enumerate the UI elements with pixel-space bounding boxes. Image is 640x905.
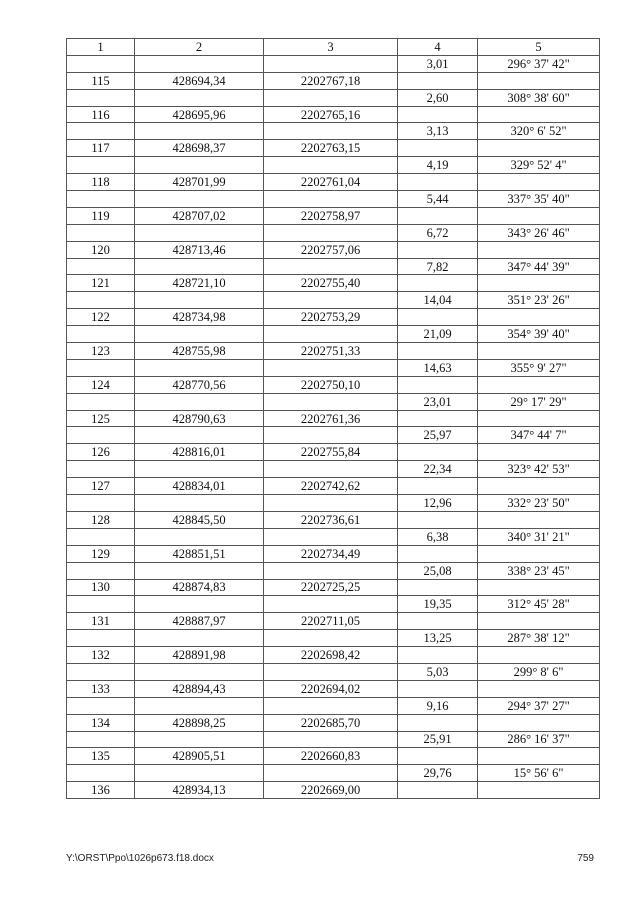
distance-cell: 14,63 — [398, 359, 478, 376]
point-number-cell: 127 — [67, 478, 135, 495]
angle-cell — [478, 140, 600, 157]
y-coordinate-cell: 2202660,83 — [264, 748, 398, 765]
point-number-cell: 132 — [67, 647, 135, 664]
angle-cell: 354° 39' 40" — [478, 326, 600, 343]
distance-cell — [398, 511, 478, 528]
x-coordinate-cell: 428770,56 — [135, 376, 264, 393]
y-coordinate-cell — [264, 697, 398, 714]
x-coordinate-cell: 428695,96 — [135, 106, 264, 123]
point-number-cell: 133 — [67, 680, 135, 697]
point-row — [67, 309, 600, 326]
point-number-cell: 131 — [67, 613, 135, 630]
y-coordinate-cell — [264, 224, 398, 241]
coordinates-table — [66, 38, 600, 799]
x-coordinate-cell: 428707,02 — [135, 207, 264, 224]
header-cell-1: 1 — [67, 39, 135, 56]
angle-cell: 355° 9' 27" — [478, 359, 600, 376]
y-coordinate-cell: 2202765,16 — [264, 106, 398, 123]
angle-cell — [478, 72, 600, 89]
y-coordinate-cell: 2202767,18 — [264, 72, 398, 89]
x-coordinate-cell: 428755,98 — [135, 343, 264, 360]
x-coordinate-cell — [135, 663, 264, 680]
x-coordinate-cell: 428891,98 — [135, 647, 264, 664]
distance-cell — [398, 748, 478, 765]
point-row — [67, 478, 600, 495]
distance-cell — [398, 376, 478, 393]
distance-cell — [398, 579, 478, 596]
point-row — [67, 748, 600, 765]
angle-cell: 29° 17' 29" — [478, 393, 600, 410]
point-number-cell — [67, 89, 135, 106]
x-coordinate-cell — [135, 528, 264, 545]
distance-cell — [398, 207, 478, 224]
angle-cell — [478, 782, 600, 799]
angle-cell — [478, 579, 600, 596]
segment-row — [67, 55, 600, 72]
segment-row — [67, 427, 600, 444]
point-row — [67, 174, 600, 191]
segment-row — [67, 123, 600, 140]
y-coordinate-cell — [264, 326, 398, 343]
distance-cell — [398, 72, 478, 89]
angle-cell — [478, 343, 600, 360]
x-coordinate-cell: 428874,83 — [135, 579, 264, 596]
point-row — [67, 714, 600, 731]
distance-cell: 25,91 — [398, 731, 478, 748]
angle-cell: 320° 6' 52" — [478, 123, 600, 140]
point-number-cell — [67, 191, 135, 208]
point-row — [67, 140, 600, 157]
x-coordinate-cell — [135, 326, 264, 343]
x-coordinate-cell — [135, 258, 264, 275]
y-coordinate-cell: 2202755,40 — [264, 275, 398, 292]
y-coordinate-cell — [264, 258, 398, 275]
angle-cell: 323° 42' 53" — [478, 461, 600, 478]
segment-row — [67, 731, 600, 748]
y-coordinate-cell — [264, 731, 398, 748]
point-number-cell — [67, 359, 135, 376]
distance-cell: 5,44 — [398, 191, 478, 208]
segment-row — [67, 697, 600, 714]
distance-cell — [398, 680, 478, 697]
x-coordinate-cell — [135, 224, 264, 241]
point-number-cell: 130 — [67, 579, 135, 596]
x-coordinate-cell: 428816,01 — [135, 444, 264, 461]
distance-cell — [398, 545, 478, 562]
angle-cell — [478, 275, 600, 292]
x-coordinate-cell — [135, 461, 264, 478]
point-number-cell: 122 — [67, 309, 135, 326]
distance-cell: 22,34 — [398, 461, 478, 478]
point-number-cell: 128 — [67, 511, 135, 528]
angle-cell: 308° 38' 60" — [478, 89, 600, 106]
y-coordinate-cell — [264, 191, 398, 208]
point-number-cell — [67, 55, 135, 72]
point-number-cell — [67, 461, 135, 478]
point-number-cell — [67, 663, 135, 680]
y-coordinate-cell: 2202694,02 — [264, 680, 398, 697]
distance-cell: 21,09 — [398, 326, 478, 343]
y-coordinate-cell — [264, 123, 398, 140]
angle-cell: 351° 23' 26" — [478, 292, 600, 309]
angle-cell — [478, 376, 600, 393]
distance-cell: 7,82 — [398, 258, 478, 275]
angle-cell — [478, 714, 600, 731]
point-row — [67, 207, 600, 224]
footer-page-number: 759 — [577, 853, 594, 864]
angle-cell — [478, 444, 600, 461]
distance-cell: 9,16 — [398, 697, 478, 714]
x-coordinate-cell — [135, 427, 264, 444]
x-coordinate-cell: 428834,01 — [135, 478, 264, 495]
distance-cell — [398, 106, 478, 123]
point-row — [67, 410, 600, 427]
point-number-cell — [67, 731, 135, 748]
distance-cell: 23,01 — [398, 393, 478, 410]
distance-cell: 2,60 — [398, 89, 478, 106]
segment-row — [67, 258, 600, 275]
point-number-cell: 125 — [67, 410, 135, 427]
segment-row — [67, 292, 600, 309]
distance-cell: 3,13 — [398, 123, 478, 140]
x-coordinate-cell: 428898,25 — [135, 714, 264, 731]
point-row — [67, 275, 600, 292]
angle-cell: 15° 56' 6" — [478, 765, 600, 782]
x-coordinate-cell: 428721,10 — [135, 275, 264, 292]
segment-row — [67, 765, 600, 782]
point-number-cell — [67, 292, 135, 309]
point-number-cell — [67, 630, 135, 647]
y-coordinate-cell — [264, 765, 398, 782]
point-row — [67, 72, 600, 89]
y-coordinate-cell — [264, 528, 398, 545]
distance-cell — [398, 140, 478, 157]
y-coordinate-cell: 2202755,84 — [264, 444, 398, 461]
x-coordinate-cell — [135, 765, 264, 782]
point-number-cell: 117 — [67, 140, 135, 157]
y-coordinate-cell — [264, 393, 398, 410]
distance-cell — [398, 444, 478, 461]
distance-cell — [398, 174, 478, 191]
distance-cell: 6,72 — [398, 224, 478, 241]
point-row — [67, 579, 600, 596]
header-row — [67, 39, 600, 56]
point-number-cell: 116 — [67, 106, 135, 123]
angle-cell: 337° 35' 40" — [478, 191, 600, 208]
distance-cell: 6,38 — [398, 528, 478, 545]
x-coordinate-cell: 428934,13 — [135, 782, 264, 799]
y-coordinate-cell: 2202725,25 — [264, 579, 398, 596]
distance-cell — [398, 613, 478, 630]
distance-cell — [398, 343, 478, 360]
x-coordinate-cell — [135, 157, 264, 174]
y-coordinate-cell: 2202758,97 — [264, 207, 398, 224]
y-coordinate-cell — [264, 562, 398, 579]
point-number-cell — [67, 224, 135, 241]
y-coordinate-cell — [264, 427, 398, 444]
distance-cell — [398, 782, 478, 799]
distance-cell: 25,08 — [398, 562, 478, 579]
y-coordinate-cell: 2202698,42 — [264, 647, 398, 664]
x-coordinate-cell — [135, 55, 264, 72]
y-coordinate-cell — [264, 89, 398, 106]
y-coordinate-cell — [264, 55, 398, 72]
y-coordinate-cell — [264, 630, 398, 647]
angle-cell — [478, 545, 600, 562]
angle-cell: 299° 8' 6" — [478, 663, 600, 680]
distance-cell: 19,35 — [398, 596, 478, 613]
point-row — [67, 343, 600, 360]
distance-cell: 5,03 — [398, 663, 478, 680]
point-row — [67, 782, 600, 799]
y-coordinate-cell: 2202669,00 — [264, 782, 398, 799]
distance-cell: 12,96 — [398, 495, 478, 512]
point-number-cell — [67, 393, 135, 410]
coordinates-table-body — [67, 39, 600, 799]
angle-cell: 343° 26' 46" — [478, 224, 600, 241]
segment-row — [67, 562, 600, 579]
point-number-cell — [67, 427, 135, 444]
point-number-cell: 124 — [67, 376, 135, 393]
angle-cell — [478, 680, 600, 697]
distance-cell — [398, 241, 478, 258]
point-number-cell: 129 — [67, 545, 135, 562]
x-coordinate-cell — [135, 292, 264, 309]
point-number-cell — [67, 258, 135, 275]
x-coordinate-cell: 428790,63 — [135, 410, 264, 427]
segment-row — [67, 224, 600, 241]
x-coordinate-cell — [135, 123, 264, 140]
segment-row — [67, 528, 600, 545]
angle-cell: 347° 44' 7" — [478, 427, 600, 444]
segment-row — [67, 157, 600, 174]
angle-cell: 347° 44' 39" — [478, 258, 600, 275]
x-coordinate-cell — [135, 191, 264, 208]
segment-row — [67, 663, 600, 680]
angle-cell: 329° 52' 4" — [478, 157, 600, 174]
angle-cell: 340° 31' 21" — [478, 528, 600, 545]
y-coordinate-cell: 2202753,29 — [264, 309, 398, 326]
angle-cell — [478, 241, 600, 258]
point-row — [67, 241, 600, 258]
y-coordinate-cell: 2202750,10 — [264, 376, 398, 393]
y-coordinate-cell — [264, 495, 398, 512]
y-coordinate-cell — [264, 359, 398, 376]
distance-cell — [398, 410, 478, 427]
y-coordinate-cell: 2202763,15 — [264, 140, 398, 157]
distance-cell — [398, 309, 478, 326]
x-coordinate-cell: 428894,43 — [135, 680, 264, 697]
x-coordinate-cell: 428905,51 — [135, 748, 264, 765]
header-cell-5: 5 — [478, 39, 600, 56]
point-number-cell: 134 — [67, 714, 135, 731]
point-row — [67, 106, 600, 123]
point-row — [67, 444, 600, 461]
angle-cell: 338° 23' 45" — [478, 562, 600, 579]
x-coordinate-cell: 428734,98 — [135, 309, 264, 326]
header-cell-3: 3 — [264, 39, 398, 56]
point-number-cell: 120 — [67, 241, 135, 258]
point-number-cell — [67, 765, 135, 782]
point-number-cell: 118 — [67, 174, 135, 191]
angle-cell: 287° 38' 12" — [478, 630, 600, 647]
x-coordinate-cell: 428713,46 — [135, 241, 264, 258]
y-coordinate-cell: 2202685,70 — [264, 714, 398, 731]
point-number-cell: 126 — [67, 444, 135, 461]
point-number-cell: 115 — [67, 72, 135, 89]
x-coordinate-cell: 428701,99 — [135, 174, 264, 191]
segment-row — [67, 89, 600, 106]
segment-row — [67, 495, 600, 512]
header-cell-4: 4 — [398, 39, 478, 56]
x-coordinate-cell — [135, 697, 264, 714]
x-coordinate-cell — [135, 495, 264, 512]
y-coordinate-cell: 2202757,06 — [264, 241, 398, 258]
segment-row — [67, 461, 600, 478]
x-coordinate-cell — [135, 731, 264, 748]
angle-cell — [478, 748, 600, 765]
y-coordinate-cell — [264, 461, 398, 478]
y-coordinate-cell — [264, 596, 398, 613]
point-row — [67, 680, 600, 697]
point-number-cell: 123 — [67, 343, 135, 360]
angle-cell: 294° 37' 27" — [478, 697, 600, 714]
point-number-cell — [67, 157, 135, 174]
distance-cell: 4,19 — [398, 157, 478, 174]
angle-cell — [478, 410, 600, 427]
x-coordinate-cell — [135, 359, 264, 376]
point-number-cell — [67, 123, 135, 140]
footer-file-path: Y:\ORST\Ppo\1026p673.f18.docx — [66, 853, 214, 864]
header-cell-2: 2 — [135, 39, 264, 56]
x-coordinate-cell: 428851,51 — [135, 545, 264, 562]
point-number-cell — [67, 562, 135, 579]
point-number-cell — [67, 495, 135, 512]
angle-cell — [478, 309, 600, 326]
distance-cell: 29,76 — [398, 765, 478, 782]
point-number-cell: 135 — [67, 748, 135, 765]
angle-cell: 286° 16' 37" — [478, 731, 600, 748]
distance-cell — [398, 275, 478, 292]
segment-row — [67, 393, 600, 410]
distance-cell: 14,04 — [398, 292, 478, 309]
angle-cell — [478, 174, 600, 191]
x-coordinate-cell: 428845,50 — [135, 511, 264, 528]
angle-cell: 312° 45' 28" — [478, 596, 600, 613]
angle-cell — [478, 647, 600, 664]
point-row — [67, 613, 600, 630]
x-coordinate-cell — [135, 89, 264, 106]
x-coordinate-cell — [135, 393, 264, 410]
segment-row — [67, 191, 600, 208]
angle-cell — [478, 106, 600, 123]
point-row — [67, 545, 600, 562]
segment-row — [67, 630, 600, 647]
angle-cell — [478, 207, 600, 224]
point-number-cell — [67, 596, 135, 613]
y-coordinate-cell: 2202734,49 — [264, 545, 398, 562]
y-coordinate-cell — [264, 157, 398, 174]
angle-cell — [478, 478, 600, 495]
x-coordinate-cell: 428887,97 — [135, 613, 264, 630]
y-coordinate-cell: 2202711,05 — [264, 613, 398, 630]
y-coordinate-cell: 2202761,36 — [264, 410, 398, 427]
angle-cell — [478, 511, 600, 528]
distance-cell — [398, 478, 478, 495]
x-coordinate-cell — [135, 596, 264, 613]
x-coordinate-cell — [135, 630, 264, 647]
x-coordinate-cell — [135, 562, 264, 579]
point-row — [67, 647, 600, 664]
x-coordinate-cell: 428698,37 — [135, 140, 264, 157]
angle-cell: 332° 23' 50" — [478, 495, 600, 512]
point-number-cell — [67, 697, 135, 714]
y-coordinate-cell: 2202751,33 — [264, 343, 398, 360]
distance-cell — [398, 647, 478, 664]
distance-cell: 25,97 — [398, 427, 478, 444]
point-number-cell: 136 — [67, 782, 135, 799]
distance-cell — [398, 714, 478, 731]
y-coordinate-cell — [264, 292, 398, 309]
segment-row — [67, 326, 600, 343]
point-row — [67, 376, 600, 393]
point-number-cell — [67, 326, 135, 343]
point-number-cell: 121 — [67, 275, 135, 292]
angle-cell — [478, 613, 600, 630]
point-number-cell: 119 — [67, 207, 135, 224]
x-coordinate-cell: 428694,34 — [135, 72, 264, 89]
y-coordinate-cell — [264, 663, 398, 680]
y-coordinate-cell: 2202742,62 — [264, 478, 398, 495]
segment-row — [67, 596, 600, 613]
angle-cell: 296° 37' 42" — [478, 55, 600, 72]
distance-cell: 13,25 — [398, 630, 478, 647]
distance-cell: 3,01 — [398, 55, 478, 72]
point-row — [67, 511, 600, 528]
y-coordinate-cell: 2202761,04 — [264, 174, 398, 191]
segment-row — [67, 359, 600, 376]
y-coordinate-cell: 2202736,61 — [264, 511, 398, 528]
point-number-cell — [67, 528, 135, 545]
